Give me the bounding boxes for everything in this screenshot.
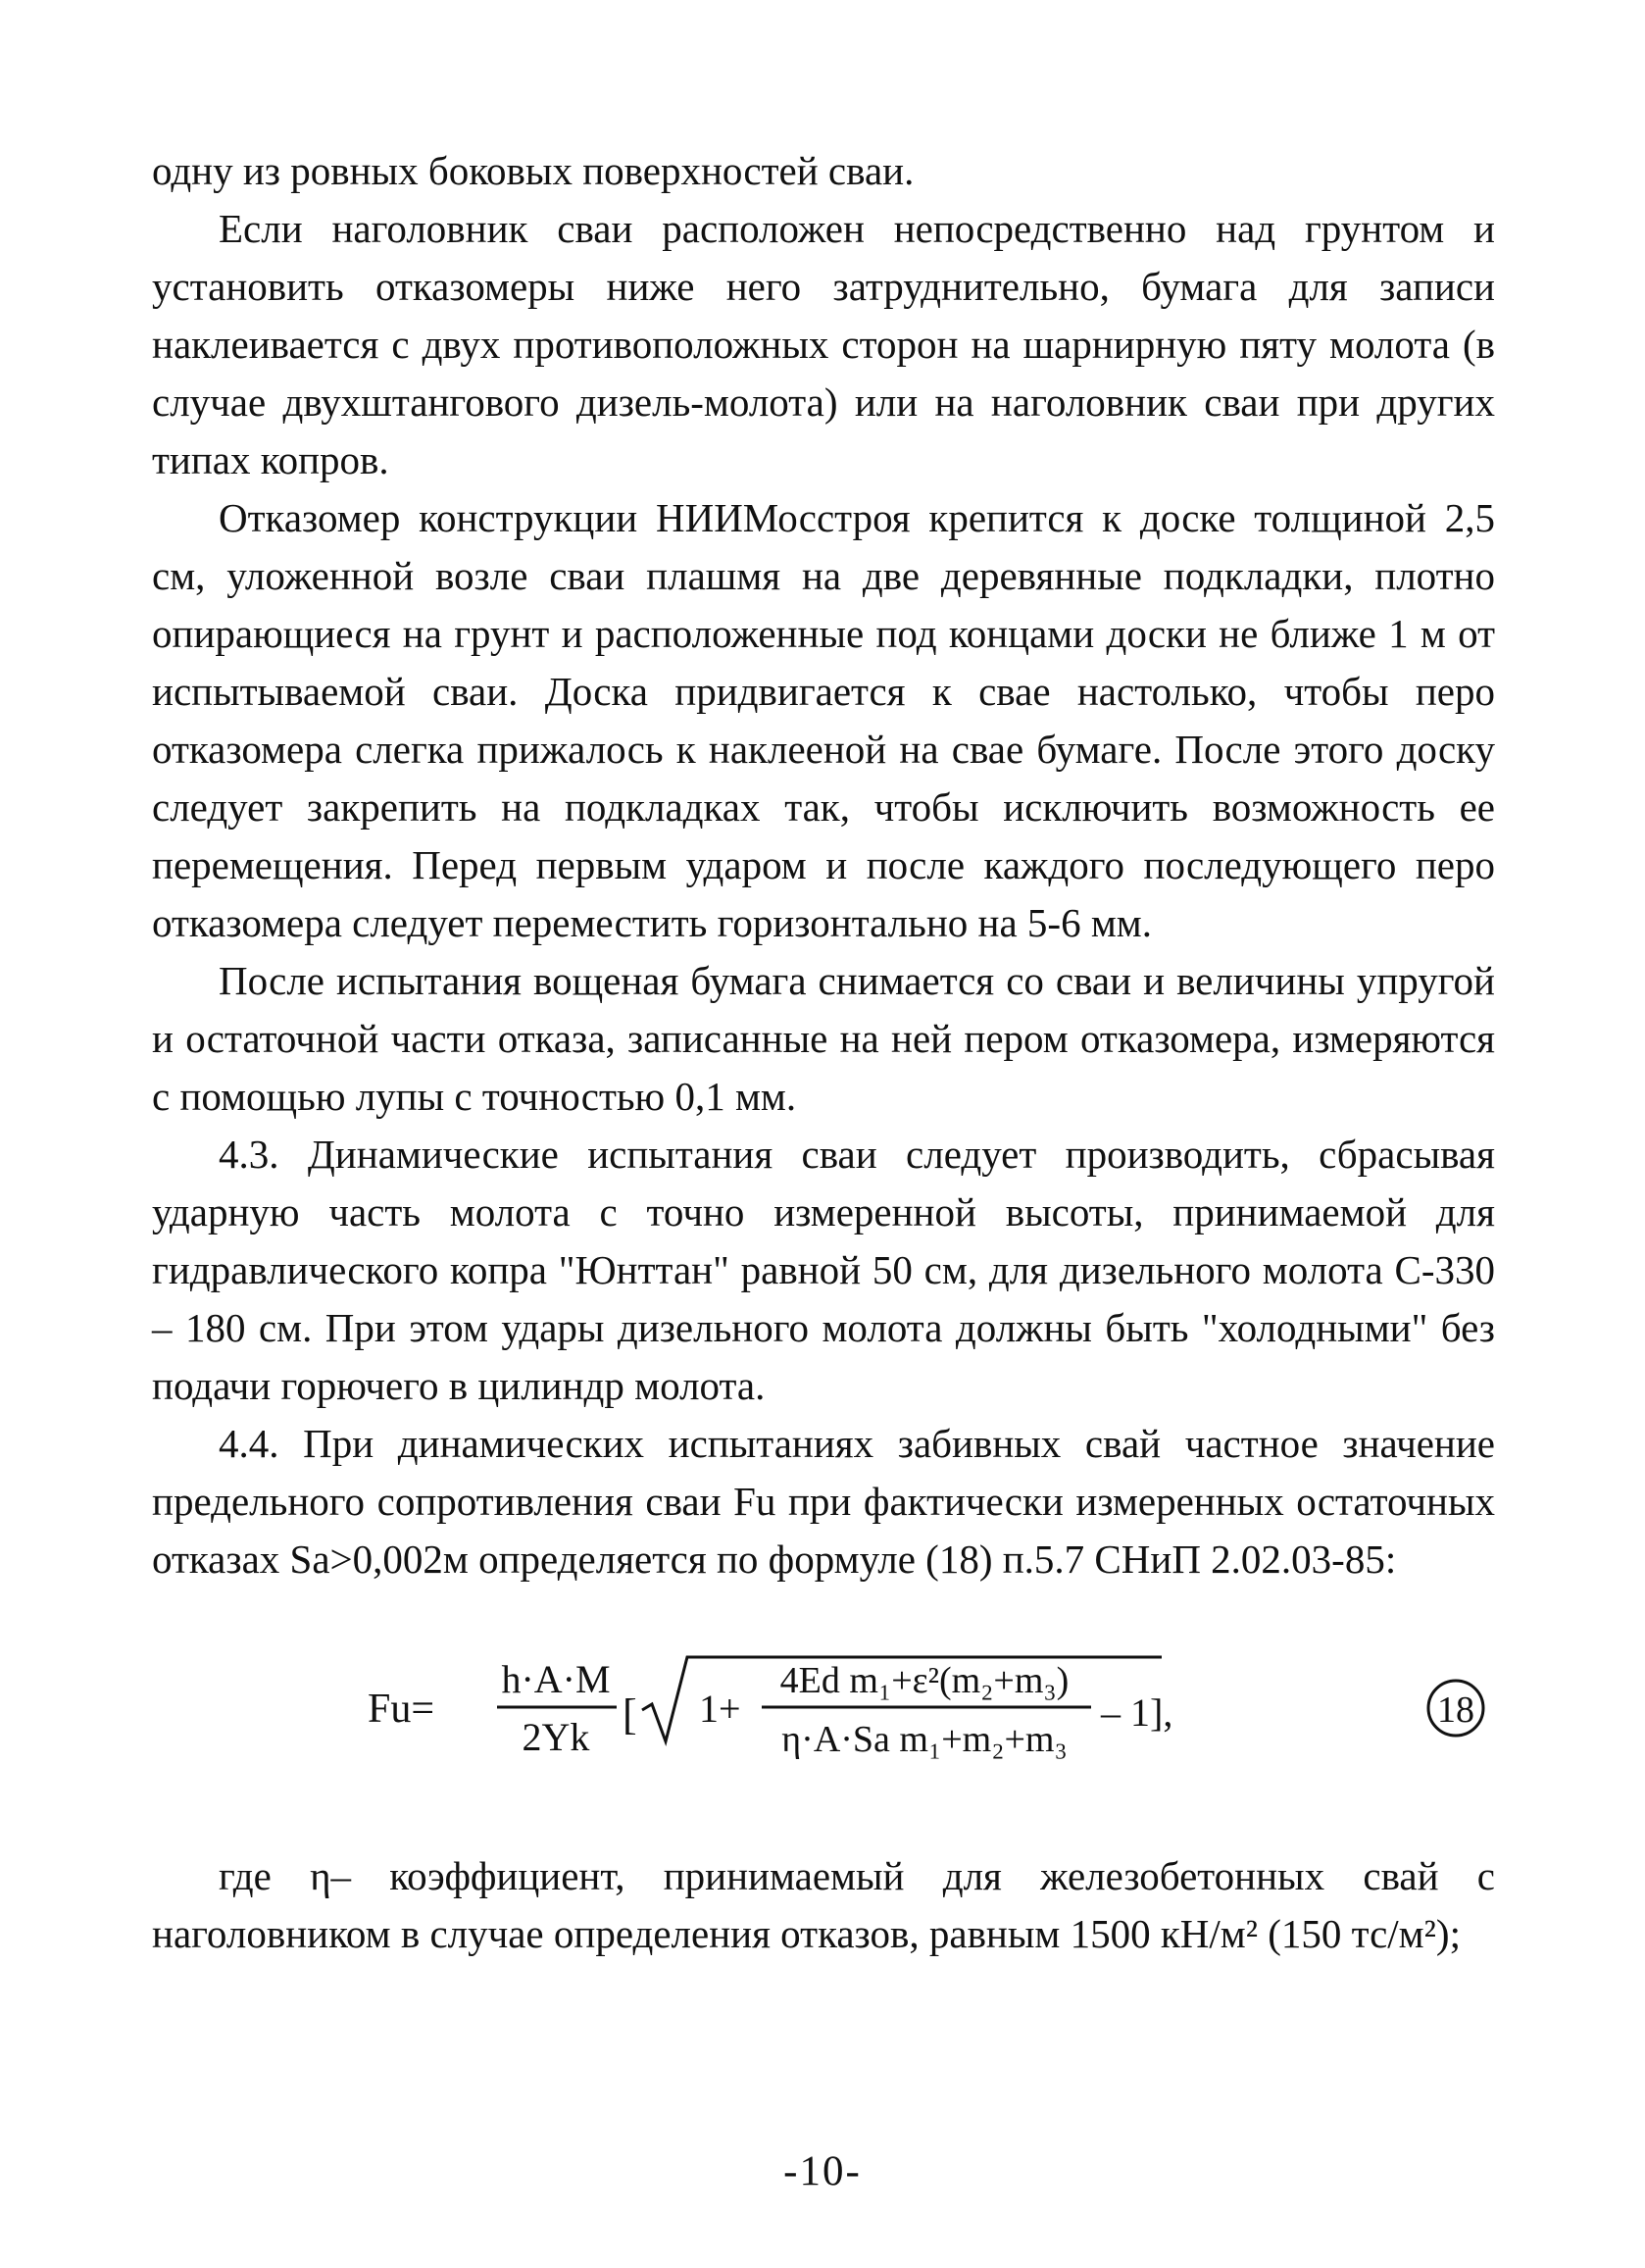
paragraph-1: одну из ровных боковых поверхностей сваи. <box>152 148 915 193</box>
where-paragraph: где η– коэффициент, принимаемый для железобетонных свай с наголовником в случае определения отказов, равным 1500 кН/м² (150 тс/м²); <box>152 1853 1495 1956</box>
paragraph-4-4: 4.4. При динамических испытаниях забивных свай частное значение предельного сопротивления сваи Fu при фактически измеренных остаточных отказах Sa>0,002м определяется по формуле (18) п.5.7 СНиП 2.02.03-85: <box>152 1421 1495 1582</box>
formula-graphic <box>152 1606 1495 1822</box>
formula-one-plus: 1+ <box>699 1687 741 1731</box>
formula-number: 18 <box>1437 1689 1474 1731</box>
paragraph-4-3: 4.3. Динамические испытания сваи следует производить, сбрасывая ударную часть молота с точно измеренной высоты, принимаемой для гидравлического копра "Юнттан" равной 50 см, для дизельного молота С-330 – 180 см. При этом удары дизельного молота должны быть "холодными" без подачи горючего в цилиндр молота. <box>152 1132 1495 1408</box>
formula-tail: – 1], <box>1101 1690 1173 1735</box>
page-number: -10- <box>783 2148 862 2194</box>
formula-inner-numerator: 4Ed m₁+ε²(m₂+m₃) <box>779 1660 1070 1701</box>
formula-open-bracket: [ <box>623 1690 637 1739</box>
formula-inner-denominator: η·A·Sa m₁+m₂+m₃ <box>781 1719 1068 1760</box>
formula-fraction1-denominator: 2Yk <box>522 1715 590 1759</box>
formula-lhs: Fu= <box>368 1687 435 1732</box>
formula-18 <box>152 1606 1495 1822</box>
paragraph-4: После испытания вощеная бумага снимается со сваи и величины упругой и остаточной части отказа, записанные на ней пером отказомера, измеряются с помощью лупы с точностью 0,1 мм. <box>152 958 1495 1119</box>
formula-fraction1-numerator: h·A·M <box>501 1657 611 1701</box>
paragraph-2: Если наголовник сваи расположен непосредственно над грунтом и установить отказомеры ниже него затруднительно, бумага для записи наклеивается с двух противоположных сторон на шарнирную пяту молота (в случае двухштангового дизель-молота) или на наголовник сваи при других типах копров. <box>152 206 1495 482</box>
paragraph-3: Отказомер конструкции НИИМосстроя крепится к доске толщиной 2,5 см, уложенной возле сваи плашмя на две деревянные подкладки, плотно опирающиеся на грунт и расположенные под концами доски не ближе 1 м от испытываемой сваи. Доска придвигается к свае настолько, чтобы перо отказомера слегка прижалось к наклееной на свае бумаге. После этого доску следует закрепить на подкладках так, чтобы исключить возможность ее перемещения. Перед первым ударом и после каждого последующего перо отказомера следует переместить горизонтально на 5-6 мм. <box>152 495 1495 945</box>
document-page <box>152 142 1495 1963</box>
